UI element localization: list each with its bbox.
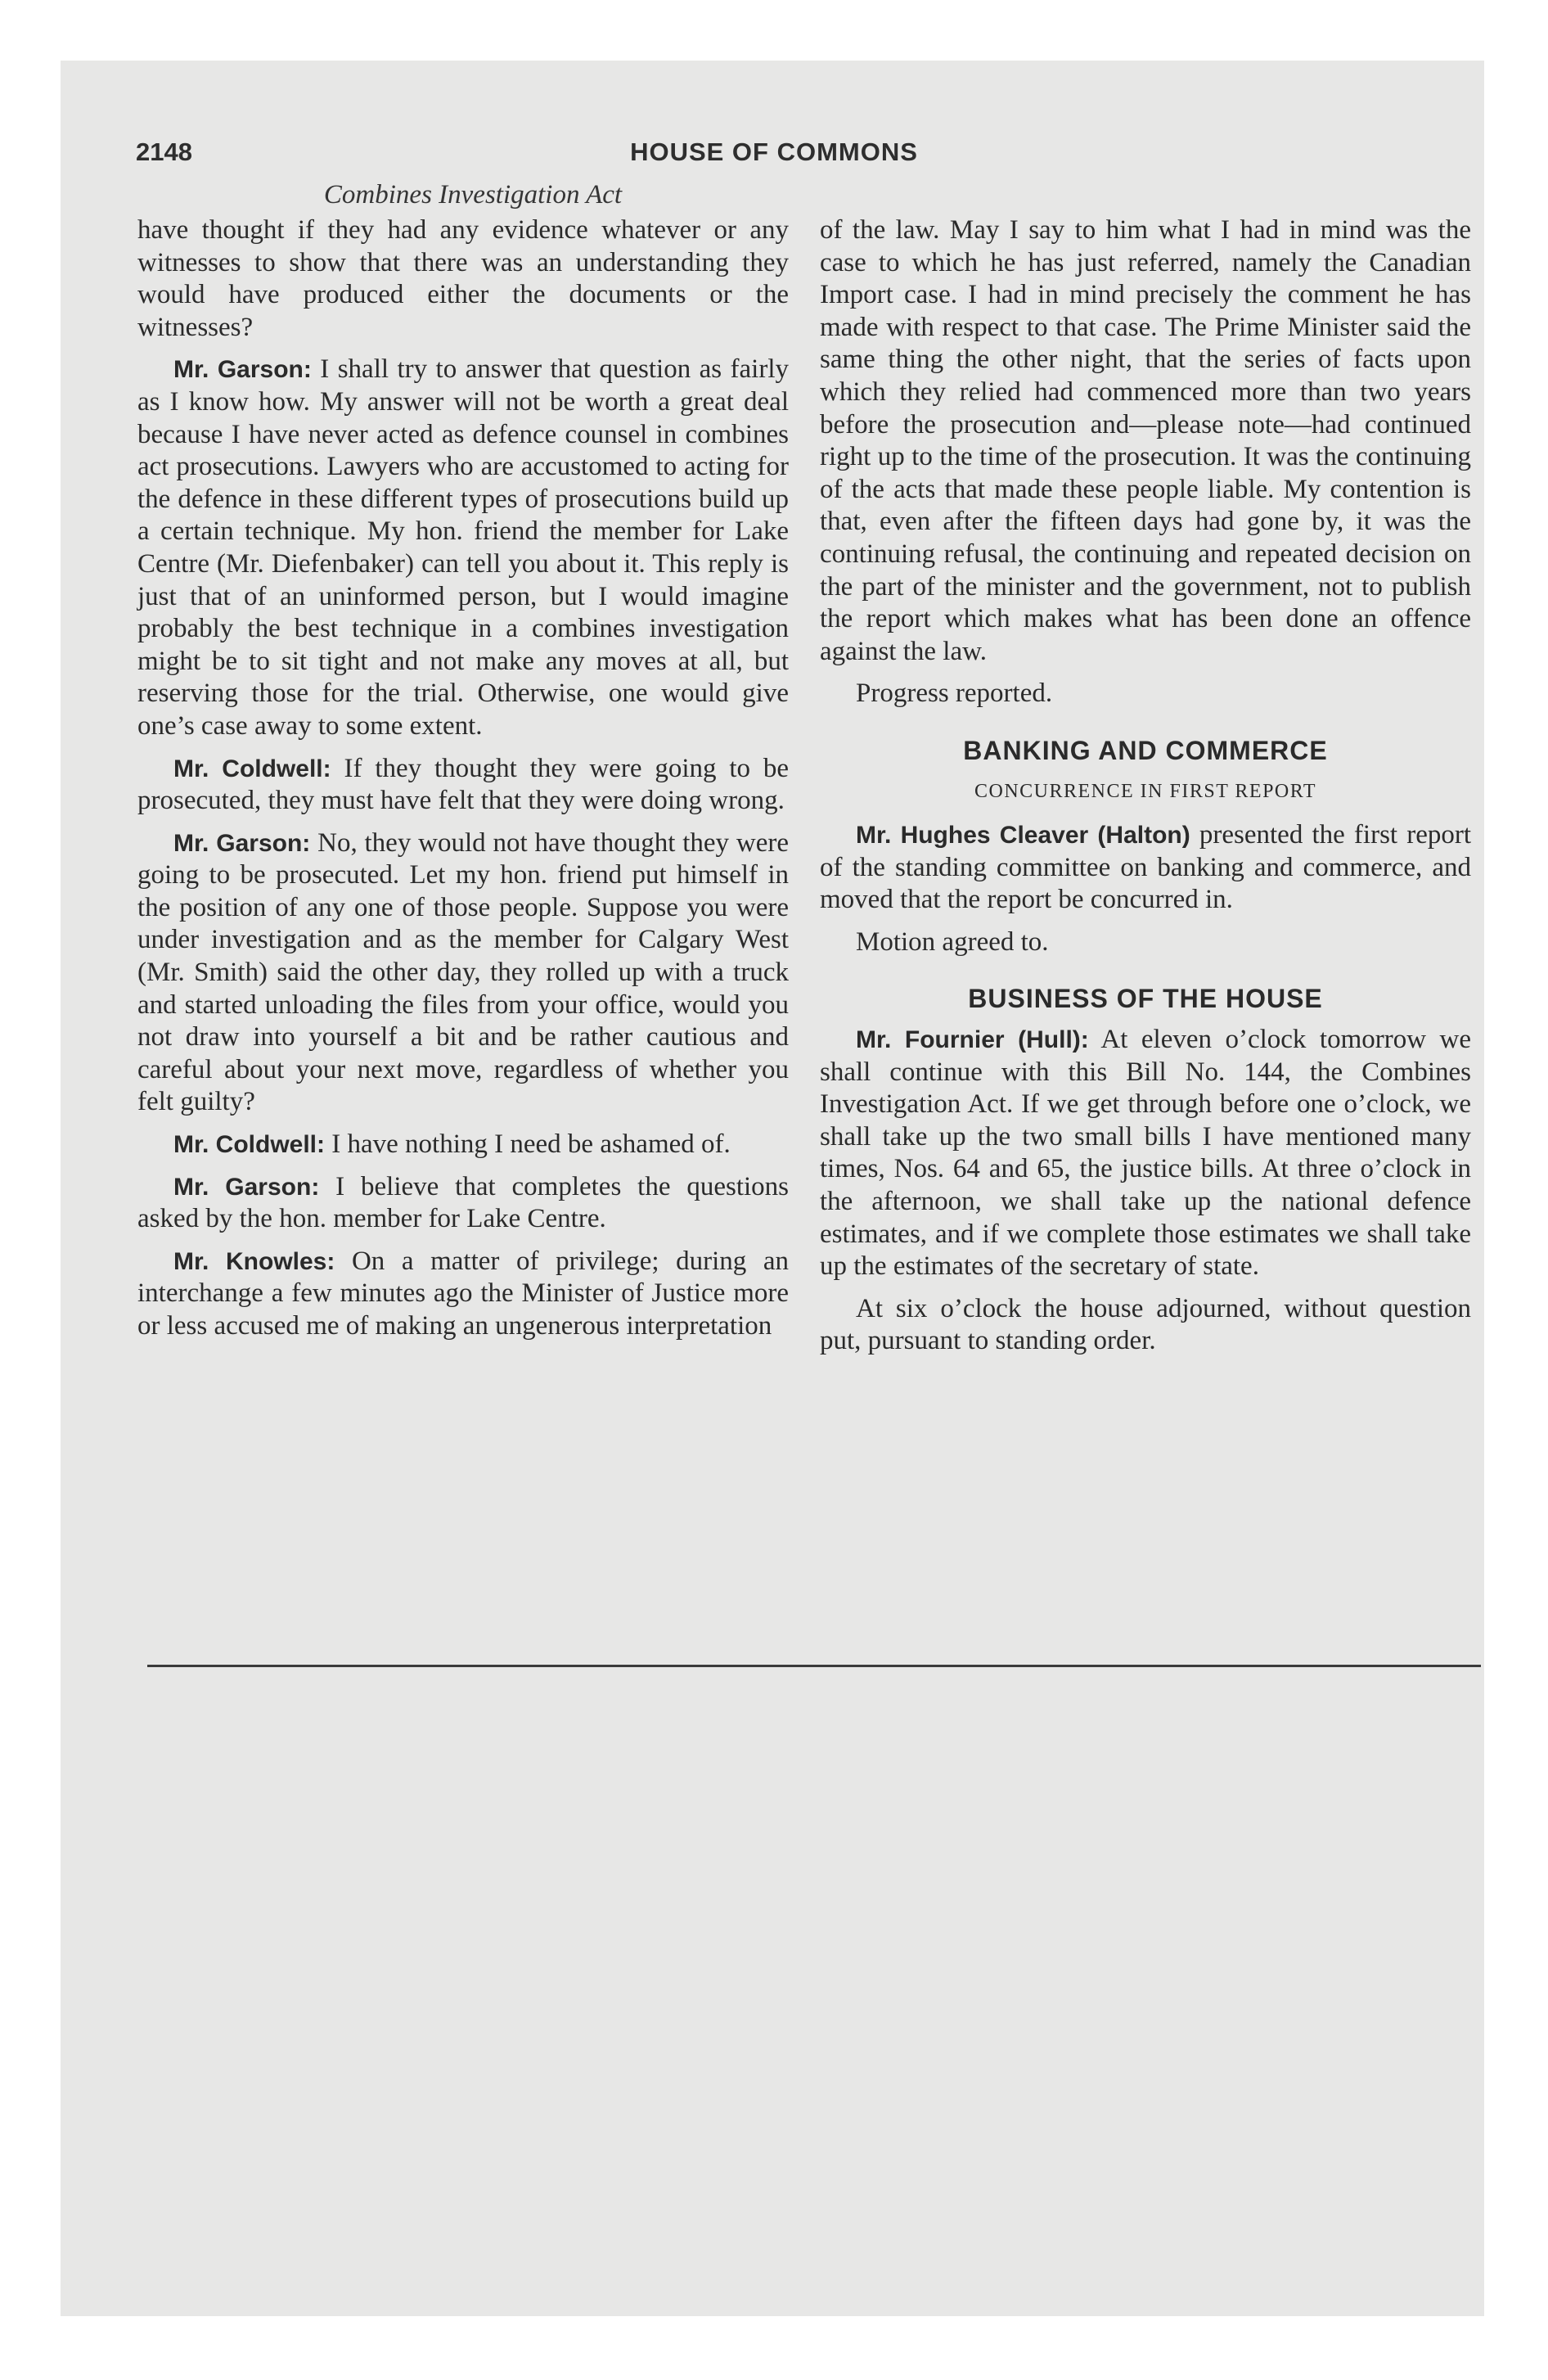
speaker-name: Mr. Knowles: bbox=[173, 1247, 335, 1275]
paragraph-text: On a matter of privilege; during an interchange a few minutes ago the Minister of Justice more or less accused me of making an ungenerous interpretation bbox=[137, 1246, 790, 1341]
section-subheading: CONCURRENCE IN FIRST REPORT bbox=[974, 780, 1316, 802]
paragraph bbox=[820, 214, 1471, 668]
adjournment-note: At six o’clock the house adjourned, without question put, pursuant to standing order. bbox=[820, 1293, 1471, 1356]
paragraph bbox=[820, 1024, 1471, 1283]
speaker-name: Mr. Coldwell: bbox=[173, 755, 331, 782]
section-heading: BUSINESS OF THE HOUSE bbox=[968, 984, 1323, 1014]
paragraph-text: I believe that completes the questions asked by the hon. member for Lake Centre. bbox=[137, 1171, 789, 1234]
horizontal-rule bbox=[147, 1665, 1481, 1667]
speaker-name: Mr. Hughes Cleaver (Halton) bbox=[856, 822, 1190, 850]
page-number: 2148 bbox=[136, 137, 192, 166]
paragraph bbox=[137, 1171, 789, 1236]
paragraph-text: I have nothing I need be ashamed of. bbox=[331, 1129, 731, 1160]
paragraph-text: If they thought they were going to be prosecuted, they must have felt that they were doing wrong. bbox=[137, 753, 790, 816]
speaker-name: Mr. Garson: bbox=[173, 1173, 320, 1201]
section-heading: BANKING AND COMMERCE bbox=[963, 735, 1328, 765]
paragraph-text: At eleven o’clock tomorrow we shall continue with this Bill No. 144, the Combines Investigation Act. If we get through before one o’clock, we shall take up the two small bills I have mentioned many times, Nos. 64 and 65, the justice bills. At three o’clock in the afternoon, we shall take up the national defence estimates, and if we complete those estimates we shall take up the estimates of the secretary of state. bbox=[820, 1025, 1471, 1282]
speaker-name: Mr. Coldwell: bbox=[173, 1131, 326, 1159]
paragraph-text: of the law. May I say to him what I had in mind was the case to which he has just referred, namely the Canadian Import case. I had in mind precisely the comment he has made with respect to that case. The Prime Minister said the same thing the other night, that the series of facts upon which they relied had commenced more than two years before the prosecution and—please note—had continued right up to the time of the prosecution. It was the continuing of the acts that made these people liable. My contention is that, even after the fifteen days had gone by, it was the continuing refusal, the continuing and repeated decision on the part of the minister and the government, not to publish the report which makes what has been done an offence against the law. bbox=[820, 215, 1471, 666]
motion-note: Motion agreed to. bbox=[856, 926, 1049, 957]
paragraph bbox=[820, 819, 1471, 917]
paragraph-text: have thought if they had any evidence whatever or any witnesses to show that there was an understanding they would have produced either the documents or the witnesses? bbox=[137, 215, 789, 342]
paragraph-text: I shall try to answer that question as fairly as I know how. My answer will not be worth a great deal because I have never acted as defence counsel in combines act prosecutions. Lawyers who are accustomed to acting for the defence in these different types of prosecutions build up a certain technique. My hon. friend the member for Lake Centre (Mr. Diefenbaker) can tell you about it. This reply is just that of an uninformed person, but I would imagine probably the best technique in a combines investigation might be to sit tight and not make any moves at all, but reserving those for the trial. Otherwise, one would give one’s case away to some extent. bbox=[137, 354, 789, 741]
page-title: HOUSE OF COMMONS bbox=[630, 137, 918, 166]
paragraph bbox=[137, 827, 789, 1119]
progress-note: Progress reported. bbox=[856, 678, 1053, 709]
speaker-name: Mr. Garson: bbox=[173, 829, 311, 857]
left-column bbox=[137, 214, 789, 1353]
paragraph bbox=[137, 214, 789, 344]
speaker-name: Mr. Fournier (Hull): bbox=[856, 1026, 1089, 1054]
paragraph bbox=[137, 1246, 789, 1343]
running-subhead: Combines Investigation Act bbox=[323, 180, 623, 210]
right-column bbox=[820, 214, 1471, 1368]
paragraph-text: presented the first report of the standing committee on banking and commerce, and moved that the report be concurred in. bbox=[820, 820, 1472, 915]
paragraph bbox=[137, 1129, 789, 1161]
paragraph-text: No, they would not have thought they were going to be prosecuted. Let my hon. friend put himself in the position of any one of those people. Suppose you were under investigation and as the member for Calgary West (Mr. Smith) said the other day, they rolled up with a truck and started unloading the files from your office, would you not draw into yourself a bit and be rather cautious and careful about your next move, regardless of whether you felt guilty? bbox=[137, 827, 789, 1117]
speaker-name: Mr. Garson: bbox=[173, 356, 312, 384]
paragraph bbox=[137, 354, 789, 742]
paragraph bbox=[137, 753, 789, 818]
